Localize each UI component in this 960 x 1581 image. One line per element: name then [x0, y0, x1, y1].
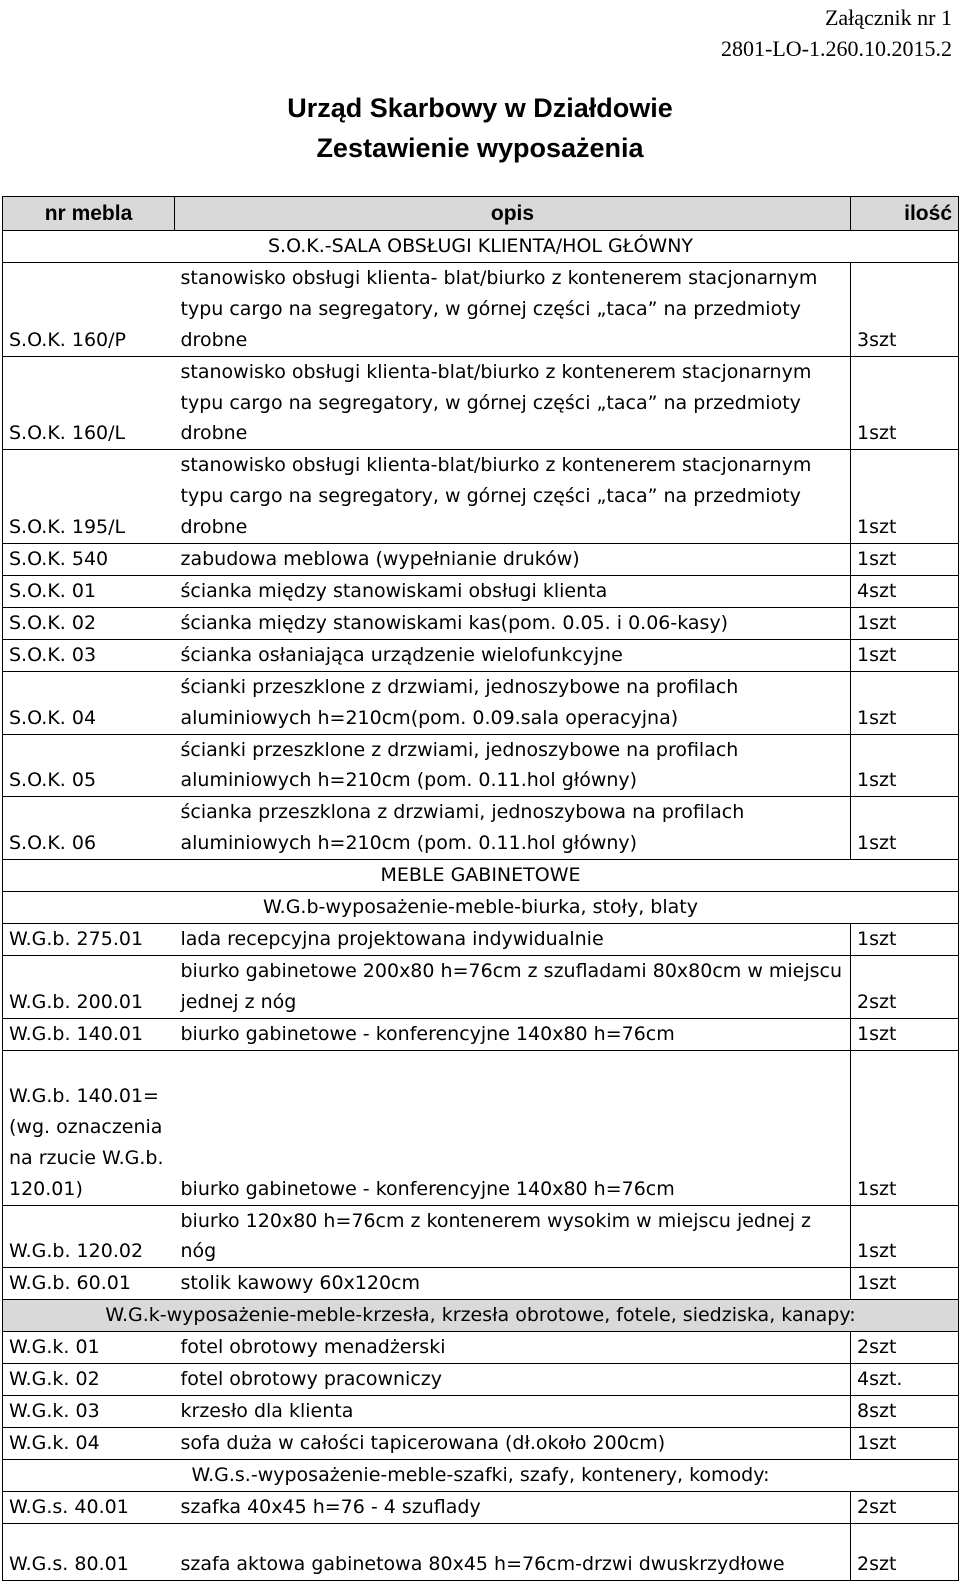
item-qty: 1szt [851, 671, 959, 734]
table-row [3, 1332, 959, 1364]
section-row [3, 860, 959, 892]
item-qty: 1szt [851, 1427, 959, 1459]
item-desc: szafka 40x45 h=76 - 4 szuflady [175, 1491, 851, 1523]
item-qty: 1szt [851, 1205, 959, 1268]
item-desc: stanowisko obsługi klienta- blat/biurko z kontenerem stacjonarnym typu cargo na segregatory, w górnej części „taca” na przedmioty drobne [175, 262, 851, 356]
item-qty: 1szt [851, 544, 959, 576]
item-no: W.G.k. 03 [3, 1396, 175, 1428]
item-no: S.O.K. 02 [3, 607, 175, 639]
item-no: W.G.b. 200.01 [3, 955, 175, 1018]
header-qty: ilość [851, 197, 959, 231]
item-qty: 1szt [851, 1268, 959, 1300]
section-row [3, 1459, 959, 1491]
table-row [3, 1523, 959, 1580]
item-no: W.G.b. 140.01 [3, 1018, 175, 1050]
item-no: W.G.s. 40.01 [3, 1491, 175, 1523]
table-row [3, 671, 959, 734]
item-no: S.O.K. 160/P [3, 262, 175, 356]
item-qty: 1szt [851, 450, 959, 544]
section-sok: S.O.K.-SALA OBSŁUGI KLIENTA/HOL GŁÓWNY [3, 231, 959, 263]
section-gab: MEBLE GABINETOWE [3, 860, 959, 892]
item-desc: biurko 120x80 h=76cm z kontenerem wysokim w miejscu jednej z nóg [175, 1205, 851, 1268]
item-no: S.O.K. 03 [3, 639, 175, 671]
item-qty: 4szt [851, 575, 959, 607]
item-qty: 1szt [851, 797, 959, 860]
item-qty: 1szt [851, 734, 959, 797]
item-desc: stanowisko obsługi klienta-blat/biurko z kontenerem stacjonarnym typu cargo na segregatory, w górnej części „taca” na przedmioty drobne [175, 450, 851, 544]
equipment-table [2, 196, 959, 1581]
annex-line-2: 2801-LO-1.260.10.2015.2 [721, 36, 952, 61]
table-row [3, 1491, 959, 1523]
annex-label [721, 2, 952, 64]
item-desc: stolik kawowy 60x120cm [175, 1268, 851, 1300]
item-no: W.G.k. 01 [3, 1332, 175, 1364]
table-row [3, 639, 959, 671]
item-no: W.G.k. 04 [3, 1427, 175, 1459]
item-desc: zabudowa meblowa (wypełnianie druków) [175, 544, 851, 576]
item-no: W.G.b. 275.01 [3, 923, 175, 955]
item-desc: ścianka między stanowiskami obsługi klienta [175, 575, 851, 607]
item-no: W.G.b. 120.02 [3, 1205, 175, 1268]
item-desc: ścianka przeszklona z drzwiami, jednoszybowa na profilach aluminiowych h=210cm (pom. 0.11.hol główny) [175, 797, 851, 860]
table-row [3, 544, 959, 576]
item-no: W.G.k. 02 [3, 1364, 175, 1396]
header-desc: opis [175, 197, 851, 231]
item-desc: szafa aktowa gabinetowa 80x45 h=76cm-drzwi dwuskrzydłowe [175, 1523, 851, 1580]
office-title: Urząd Skarbowy w Działdowie [287, 93, 673, 123]
item-no: W.G.b. 60.01 [3, 1268, 175, 1300]
table-row [3, 356, 959, 450]
item-desc: ścianka między stanowiskami kas(pom. 0.05. i 0.06-kasy) [175, 607, 851, 639]
table-row [3, 734, 959, 797]
item-desc: lada recepcyjna projektowana indywidualnie [175, 923, 851, 955]
annex-line-1: Załącznik nr 1 [824, 5, 952, 30]
item-desc: ścianki przeszklone z drzwiami, jednoszybowe na profilach aluminiowych h=210cm (pom. 0.11.hol główny) [175, 734, 851, 797]
item-qty: 1szt [851, 1050, 959, 1205]
item-qty: 1szt [851, 356, 959, 450]
item-qty: 1szt [851, 923, 959, 955]
item-no: S.O.K. 160/L [3, 356, 175, 450]
item-qty: 2szt [851, 1332, 959, 1364]
table-row [3, 262, 959, 356]
table-row [3, 1364, 959, 1396]
table-row [3, 450, 959, 544]
item-qty: 8szt [851, 1396, 959, 1428]
table-row [3, 1396, 959, 1428]
section-row [3, 1300, 959, 1332]
item-no: S.O.K. 540 [3, 544, 175, 576]
section-wgb: W.G.b-wyposażenie-meble-biurka, stoły, blaty [3, 892, 959, 924]
item-desc: fotel obrotowy menadżerski [175, 1332, 851, 1364]
section-row [3, 892, 959, 924]
table-row [3, 955, 959, 1018]
item-no: S.O.K. 05 [3, 734, 175, 797]
item-qty: 1szt [851, 639, 959, 671]
item-qty: 1szt [851, 607, 959, 639]
item-desc: ścianki przeszklone z drzwiami, jednoszybowe na profilach aluminiowych h=210cm(pom. 0.09.sala operacyjna) [175, 671, 851, 734]
table-row [3, 923, 959, 955]
item-qty: 2szt [851, 955, 959, 1018]
item-no: S.O.K. 01 [3, 575, 175, 607]
item-qty: 1szt [851, 1018, 959, 1050]
item-desc: krzesło dla klienta [175, 1396, 851, 1428]
item-desc: stanowisko obsługi klienta-blat/biurko z kontenerem stacjonarnym typu cargo na segregatory, w górnej części „taca” na przedmioty drobne [175, 356, 851, 450]
table-row [3, 575, 959, 607]
table-row [3, 1018, 959, 1050]
item-qty: 2szt [851, 1523, 959, 1580]
item-qty: 4szt. [851, 1364, 959, 1396]
section-wgk: W.G.k-wyposażenie-meble-krzesła, krzesła obrotowe, fotele, siedziska, kanapy: [3, 1300, 959, 1332]
item-no: S.O.K. 06 [3, 797, 175, 860]
table-row [3, 1050, 959, 1205]
item-qty: 3szt [851, 262, 959, 356]
item-no: S.O.K. 04 [3, 671, 175, 734]
document-subtitle: Zestawienie wyposażenia [316, 133, 644, 163]
item-desc: biurko gabinetowe - konferencyjne 140x80 h=76cm [175, 1018, 851, 1050]
item-desc: biurko gabinetowe 200x80 h=76cm z szufladami 80x80cm w miejscu jednej z nóg [175, 955, 851, 1018]
table-row [3, 797, 959, 860]
table-row [3, 607, 959, 639]
item-no: S.O.K. 195/L [3, 450, 175, 544]
table-row [3, 1268, 959, 1300]
header-row [3, 197, 959, 231]
table-row [3, 1427, 959, 1459]
header-no: nr mebla [3, 197, 175, 231]
table-row [3, 1205, 959, 1268]
item-desc: sofa duża w całości tapicerowana (dł.około 200cm) [175, 1427, 851, 1459]
item-qty: 2szt [851, 1491, 959, 1523]
section-row [3, 231, 959, 263]
item-desc: biurko gabinetowe - konferencyjne 140x80 h=76cm [175, 1050, 851, 1205]
item-desc: ścianka osłaniająca urządzenie wielofunkcyjne [175, 639, 851, 671]
item-no: W.G.b. 140.01= (wg. oznaczenia na rzucie W.G.b. 120.01) [3, 1050, 175, 1205]
item-no: W.G.s. 80.01 [3, 1523, 175, 1580]
section-wgs: W.G.s.-wyposażenie-meble-szafki, szafy, kontenery, komody: [3, 1459, 959, 1491]
item-desc: fotel obrotowy pracowniczy [175, 1364, 851, 1396]
